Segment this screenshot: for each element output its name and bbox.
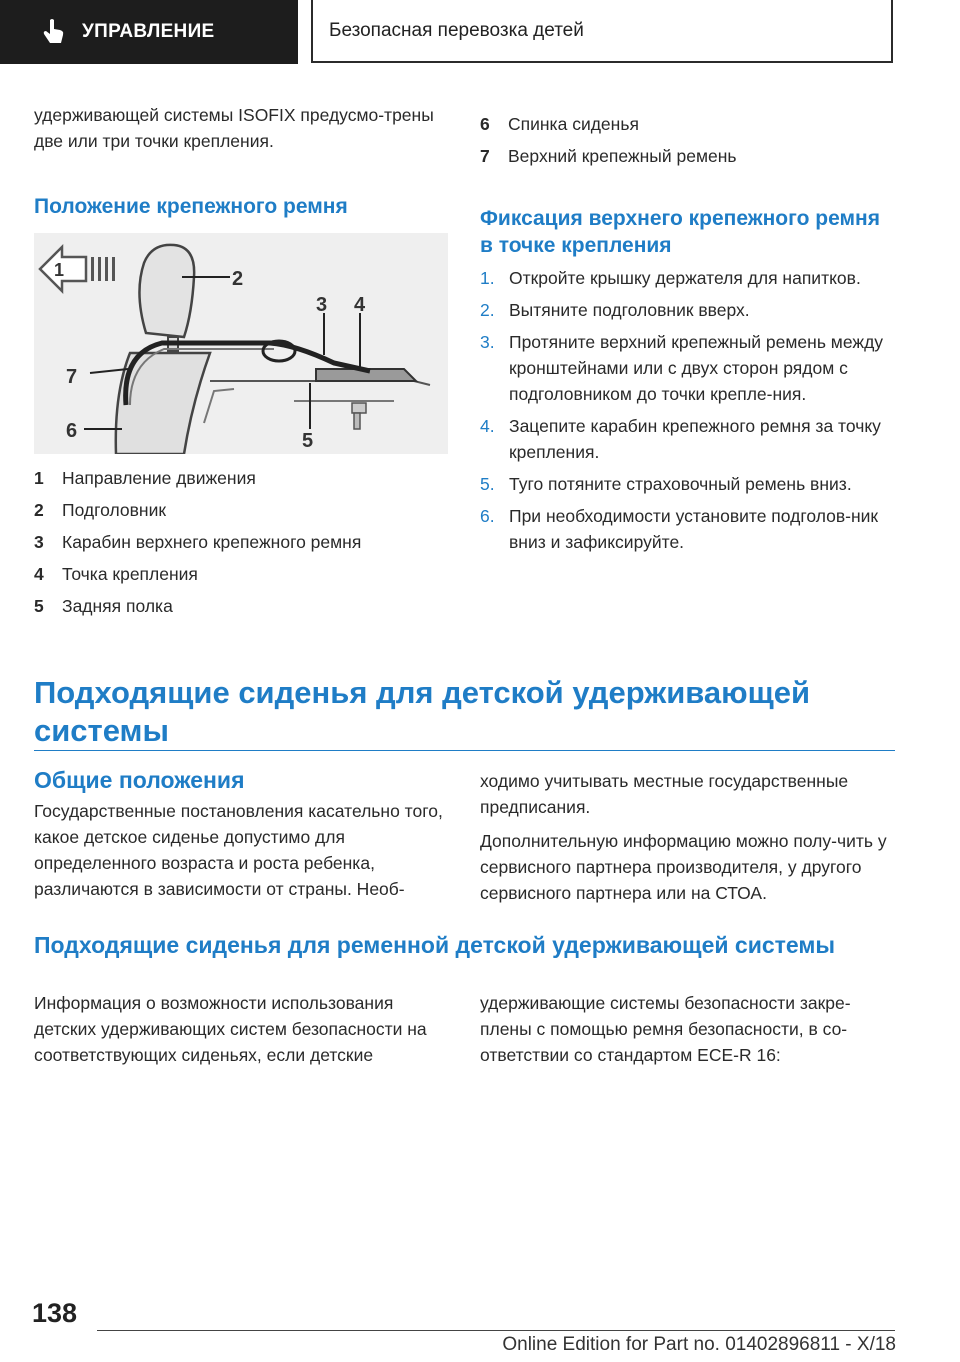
footer-edition: Online Edition for Part no. 01402896811 - X/18 (502, 1334, 896, 1355)
legend-item (34, 462, 448, 494)
legend-number: 3 (34, 532, 44, 552)
legend-number: 6 (480, 114, 490, 134)
belt-seats-left (34, 990, 448, 1068)
legend-number: 7 (480, 146, 490, 166)
step-item (480, 297, 895, 323)
belt-seats-heading: Подходящие сиденья для ременной детской удерживающей системы (34, 932, 836, 958)
legend-text: Верхний крепежный ремень (508, 146, 737, 166)
belt-seats-text-left: Информация о возможности использования детских удерживающих систем безопасности на соответствующих сиденьях, если детские (34, 993, 427, 1065)
seat-diagram (34, 233, 448, 454)
legend-item (480, 140, 895, 172)
chapter-header (311, 0, 893, 63)
step-number: 6. (480, 506, 495, 526)
step-text: Протяните верхний крепежный ремень между кронштейнами или с двух сторон рядом с подголовником до точки крепле-ния. (509, 332, 884, 404)
general-block-right (480, 768, 895, 906)
figure-label-2: 2 (232, 268, 244, 290)
general-text-left: Государственные постановления касательно того, какое детское сиденье допустимо для определенного возраста и роста ребенка, различаются в зависимости от страны. Необ- (34, 801, 443, 899)
step-item (480, 413, 895, 465)
figure-label-3: 3 (316, 294, 328, 316)
legend-text: Подголовник (62, 500, 167, 520)
legend-number: 1 (34, 468, 44, 488)
direction-arrow-icon (40, 247, 115, 291)
legend-number: 5 (34, 596, 44, 616)
step-number: 3. (480, 332, 495, 352)
section-title: УПРАВЛЕНИЕ (82, 21, 215, 42)
figure-legend (34, 462, 448, 622)
figure-label-4: 4 (354, 294, 366, 316)
page-number: 138 (32, 1298, 78, 1328)
figure-label-6: 6 (66, 420, 78, 442)
legend-number: 4 (34, 564, 44, 584)
step-item (480, 503, 895, 555)
step-number: 1. (480, 268, 495, 288)
figure-label-7: 7 (66, 366, 78, 388)
legend-text: Задняя полка (62, 596, 173, 616)
footer-rule (97, 1330, 895, 1331)
belt-seats-heading-wrap (34, 930, 894, 960)
step-text: При необходимости установите подголов-ник вниз и зафиксируйте. (509, 506, 879, 552)
legend-text: Спинка сиденья (508, 114, 639, 134)
general-heading: Общие положения (34, 767, 245, 793)
tether-position-heading-wrap (34, 193, 448, 220)
legend-item (34, 494, 448, 526)
step-number: 2. (480, 300, 495, 320)
figure-legend-cont (480, 108, 895, 172)
figure-label-5: 5 (302, 430, 314, 452)
heading-rule (34, 750, 895, 751)
tether-figure (34, 233, 448, 454)
legend-text: Карабин верхнего крепежного ремня (62, 532, 362, 552)
step-text: Вытяните подголовник вверх. (509, 300, 750, 320)
general-text-right-1: ходимо учитывать местные государственные предписания. (480, 771, 849, 817)
general-block (34, 767, 448, 902)
legend-item (34, 590, 448, 622)
section-tab (0, 0, 298, 64)
step-text: Откройте крышку держателя для напитков. (509, 268, 861, 288)
legend-item (34, 526, 448, 558)
figure-label-1: 1 (54, 260, 65, 280)
hand-pointer-icon (38, 16, 70, 48)
general-text-right-2: Дополнительную информацию можно полу-чить у сервисного партнера производителя, у другого сервисного партнера или на СТОА. (480, 831, 887, 903)
chapter-title: Безопасная перевозка детей (329, 19, 584, 41)
legend-text: Точка крепления (62, 564, 198, 584)
intro-text: удерживающей системы ISOFIX предусмо-трены две или три точки крепления. (34, 105, 434, 151)
fixing-heading: Фиксация верхнего крепежного ремня в точке крепления (480, 207, 880, 257)
fixing-block (480, 205, 895, 561)
tether-position-heading: Положение крепежного ремня (34, 195, 348, 218)
main-heading: Подходящие сиденья для детской удерживающей системы (34, 675, 811, 748)
legend-number: 2 (34, 500, 44, 520)
legend-text: Направление движения (62, 468, 256, 488)
step-text: Зацепите карабин крепежного ремня за точку крепления. (509, 416, 881, 462)
step-item (480, 265, 895, 291)
belt-seats-right (480, 990, 895, 1068)
belt-seats-text-right: удерживающие системы безопасности закре-плены с помощью ремня безопасности, в со-ответствии со стандартом ECE-R 16: (480, 993, 851, 1065)
step-item (480, 471, 895, 497)
step-item (480, 329, 895, 407)
intro-block (34, 102, 448, 154)
step-number: 5. (480, 474, 495, 494)
step-text: Туго потяните страховочный ремень вниз. (509, 474, 852, 494)
step-number: 4. (480, 416, 495, 436)
legend-item (34, 558, 448, 590)
legend-item (480, 108, 895, 140)
